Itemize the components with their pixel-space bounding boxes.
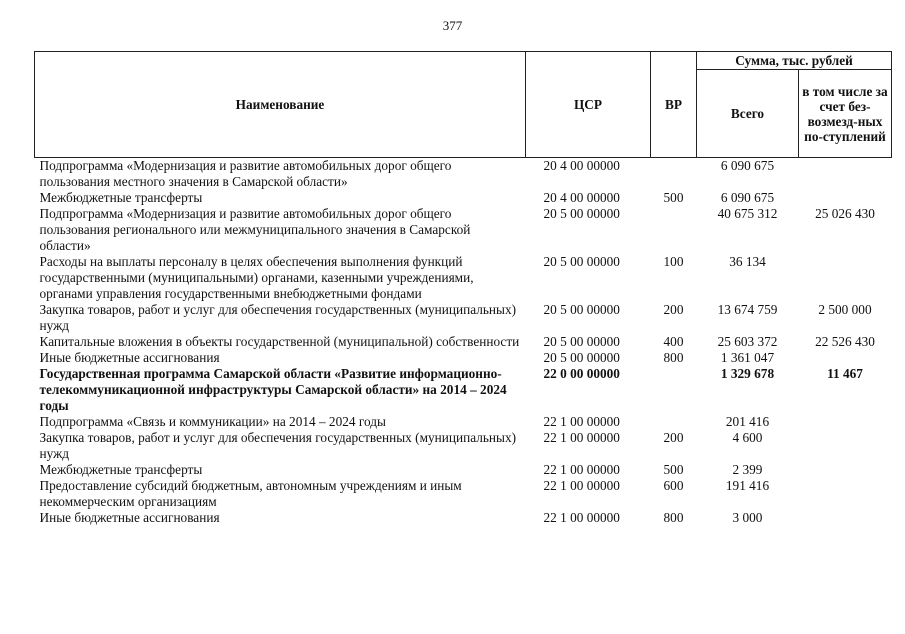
table-row [35,334,892,350]
row-vr: 500 [663,190,684,205]
row-total: 191 416 [725,478,770,493]
row-free: 2 500 000 [818,302,872,317]
row-free: 11 467 [827,366,863,381]
header-vr: ВР [651,52,697,158]
row-free [799,430,892,462]
row-vr: 400 [663,334,684,349]
row-total: 13 674 759 [717,302,778,317]
row-vr [651,206,697,254]
row-total: 201 416 [725,414,770,429]
row-name: Подпрограмма «Модернизация и развитие автомобильных дорог общего пользования местного значения в Самарской области» [39,158,452,189]
row-total: 1 329 678 [720,366,775,381]
table-row [35,302,892,334]
row-free [799,510,892,526]
header-total: Всего [697,70,799,158]
table-row [35,430,892,462]
row-free [799,414,892,430]
row-csr: 22 1 00 00000 [543,462,620,477]
header-csr: ЦСР [526,52,651,158]
row-name: Иные бюджетные ассигнования [39,350,220,365]
table-row [35,414,892,430]
row-free [799,254,892,302]
row-csr: 20 5 00 00000 [543,350,620,365]
row-total: 4 600 [732,430,763,445]
row-vr: 100 [663,254,684,269]
row-name: Закупка товаров, работ и услуг для обеспечения государственных (муниципальных) нужд [39,430,517,461]
row-vr [651,414,697,430]
row-total: 40 675 312 [717,206,778,221]
row-vr [651,366,697,414]
row-name: Расходы на выплаты персоналу в целях обеспечения выполнения функций государственными (муниципальными) органами, казенными учреждениями, органами управления государственными внебюджетными фондами [39,254,474,301]
row-vr: 200 [663,430,684,445]
row-csr: 20 5 00 00000 [543,206,620,221]
table-row [35,254,892,302]
row-vr: 800 [663,350,684,365]
row-csr: 22 0 00 00000 [543,366,620,381]
row-total: 2 399 [732,462,763,477]
table-row [35,158,892,191]
table-row [35,190,892,206]
table-row [35,462,892,478]
row-name: Межбюджетные трансферты [39,462,203,477]
page-number: 377 [442,18,463,33]
row-csr: 22 1 00 00000 [543,414,620,429]
row-free: 25 026 430 [815,206,875,221]
row-vr: 600 [663,478,684,493]
row-total: 36 134 [729,254,766,269]
table-row [35,478,892,510]
row-total: 3 000 [732,510,763,525]
row-csr: 22 1 00 00000 [543,478,620,493]
row-free [799,190,892,206]
row-csr: 20 4 00 00000 [543,190,620,205]
row-free [799,350,892,366]
row-csr: 20 5 00 00000 [543,254,620,269]
table-header [35,52,892,158]
row-free [799,158,892,191]
row-vr: 500 [663,462,684,477]
row-total: 1 361 047 [720,350,775,365]
row-free [799,478,892,510]
table-row [35,350,892,366]
header-name: Наименование [35,52,526,158]
row-name: Подпрограмма «Связь и коммуникации» на 2014 – 2024 годы [39,414,386,429]
row-vr: 200 [663,302,684,317]
row-csr: 22 1 00 00000 [543,510,620,525]
table-row [35,206,892,254]
row-name: Межбюджетные трансферты [39,190,203,205]
table-row [35,510,892,526]
row-free: 22 526 430 [815,334,875,349]
header-free: в том числе за счет без-возмезд-ных по-ступлений [799,70,892,158]
table-body [35,158,892,527]
row-name: Подпрограмма «Модернизация и развитие автомобильных дорог общего пользования регионального или межмуниципального значения в Самарской области» [39,206,471,253]
row-total: 25 603 372 [717,334,778,349]
row-name: Капитальные вложения в объекты государственной (муниципальной) собственности [39,334,520,349]
row-vr: 800 [663,510,684,525]
row-name: Государственная программа Самарской области «Развитие информационно-телекоммуникационной инфраструктуры Самарской области» на 2014 – 2024 годы [39,366,507,413]
row-name: Закупка товаров, работ и услуг для обеспечения государственных (муниципальных) нужд [39,302,517,333]
row-total: 6 090 675 [720,190,775,205]
row-csr: 20 5 00 00000 [543,302,620,317]
table-row [35,366,892,414]
row-csr: 20 4 00 00000 [543,158,620,173]
header-sum: Сумма, тыс. рублей [697,52,892,70]
row-name: Предоставление субсидий бюджетным, автономным учреждениям и иным некоммерческим организациям [39,478,462,509]
row-csr: 20 5 00 00000 [543,334,620,349]
row-total: 6 090 675 [720,158,775,173]
row-vr [651,158,697,191]
row-name: Иные бюджетные ассигнования [39,510,220,525]
budget-table [34,51,892,526]
row-csr: 22 1 00 00000 [543,430,620,445]
row-free [799,462,892,478]
